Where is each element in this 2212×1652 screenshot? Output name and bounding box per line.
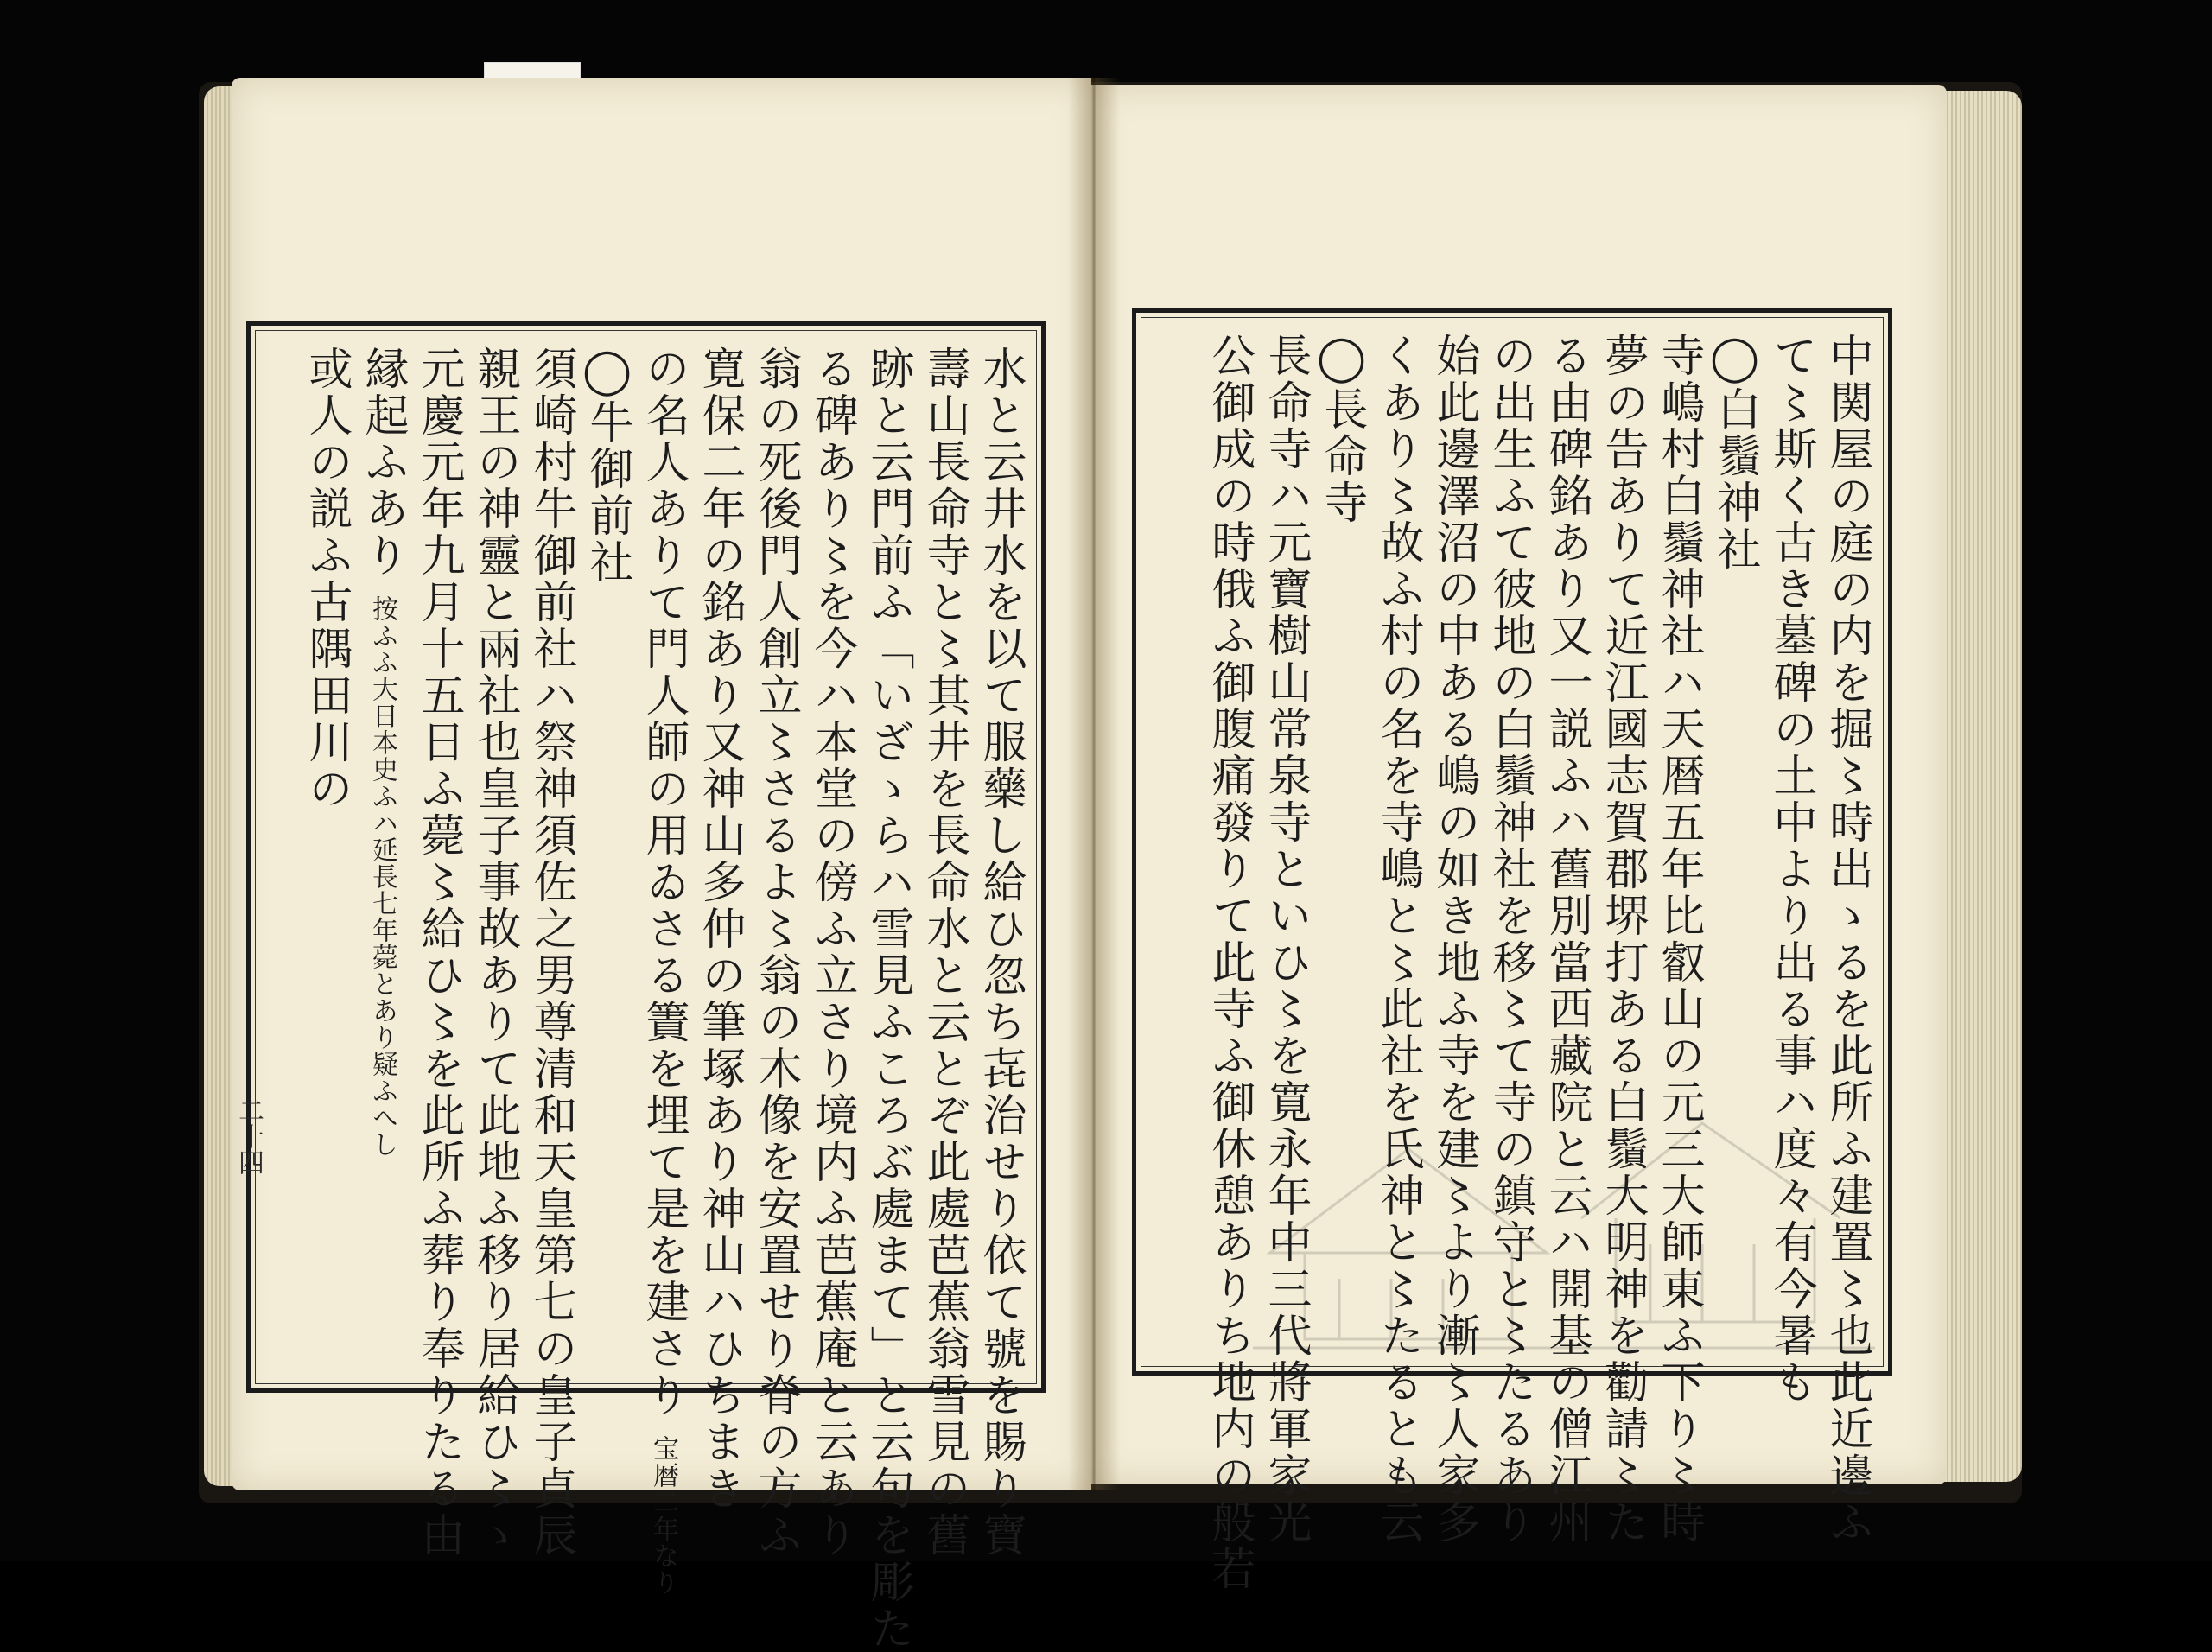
text-column: 長命寺ハ元寶樹山常泉寺といひ〻を寛永年中三代將軍家光	[1260, 333, 1311, 1546]
section-heading: ◯牛御前社	[582, 346, 632, 586]
text-column: 水と云井水を以て服藥し給ひ忽ち㐂治せり依て號を賜り寶	[975, 346, 1026, 1559]
text-column: て〻斯く古き墓碑の土中より出る事ハ度々有今暑も	[1765, 333, 1816, 1406]
text-column: 夢の告ありて近江國志賀郡堺打ある白鬚大明神を勸請〻た	[1597, 333, 1648, 1546]
text-column: 須崎村牛御前社ハ祭神須佐之男尊清和天皇第七の皇子貞辰	[525, 346, 576, 1559]
folio-page-number: 二十四	[233, 1097, 264, 1175]
annotation-note: 按ふふ大日本史ふハ延長七年薨とあり疑ふへし	[367, 595, 397, 1159]
text-column: る由碑銘あり又一説ふハ舊別當西藏院と云ハ開基の僧江州	[1541, 333, 1592, 1546]
text-column: 親王の神靈と兩社也皇子事故ありて此地ふ移り居給ひ〻ゝ	[469, 346, 520, 1559]
text-column: 或人の説ふ古隅田川の	[301, 346, 352, 812]
section-heading: ◯長命寺	[1316, 333, 1367, 526]
text-column: 寛保二年の銘あり又神山多仲の筆塚あり神山ハひちまき	[694, 346, 745, 1512]
text-column-body: の名人ありて門人師の用ゐさる簀を埋て是を建さり	[638, 346, 689, 1419]
text-column: 元慶元年九月十五日ふ薨〻給ひ〻を此所ふ葬り奉りたる由	[413, 346, 464, 1559]
annotation-note: 宝暦二年なり	[648, 1435, 678, 1597]
text-column: 壽山長命寺と〻其井を長命水と云とぞ此處芭蕉翁雪見の舊	[918, 346, 969, 1559]
text-column: 公御成の時俄ふ御腹痛發りて此寺ふ御休憩ありち地内の般若	[1204, 333, 1255, 1592]
right-page-edges	[1944, 91, 2022, 1482]
right-page-text	[1149, 333, 1875, 1592]
text-column: 始此邊澤沼の中ある嶋の如き地ふ寺を建〻より漸〻人家多	[1428, 333, 1479, 1546]
text-column: る碑あり〻を今ハ本堂の傍ふ立さり境内ふ芭蕉庵と云あり	[806, 346, 857, 1559]
text-column: 跡と云門前ふ「いざゝらハ雪見ふころぶ處まて」と云句を彫た	[862, 346, 913, 1652]
text-column-body: 縁起ふあり	[357, 346, 408, 579]
text-column: 翁の死後門人創立〻さるよ〻翁の木像を安置せり脊の方ふ	[750, 346, 801, 1559]
text-column	[635, 346, 691, 1597]
text-column	[354, 346, 410, 1374]
text-column: の出生ふて彼地の白鬚神社を移〻て寺の鎮守と〻たるあり	[1484, 333, 1535, 1546]
text-column: 中関屋の庭の内を掘〻時出ゝるを此所ふ建置〻也此近邊ふ	[1821, 333, 1872, 1546]
book-gutter	[1068, 78, 1120, 1490]
section-heading: ◯白鬚神社	[1709, 333, 1760, 573]
text-column: 寺嶋村白鬚神社ハ天暦五年比叡山の元三大師東ふ下り〻時	[1653, 333, 1704, 1546]
left-page-text	[264, 346, 1028, 1652]
text-column: くあり〻故ふ村の名を寺嶋と〻此社を氏神と〻たるとも云	[1372, 333, 1423, 1546]
